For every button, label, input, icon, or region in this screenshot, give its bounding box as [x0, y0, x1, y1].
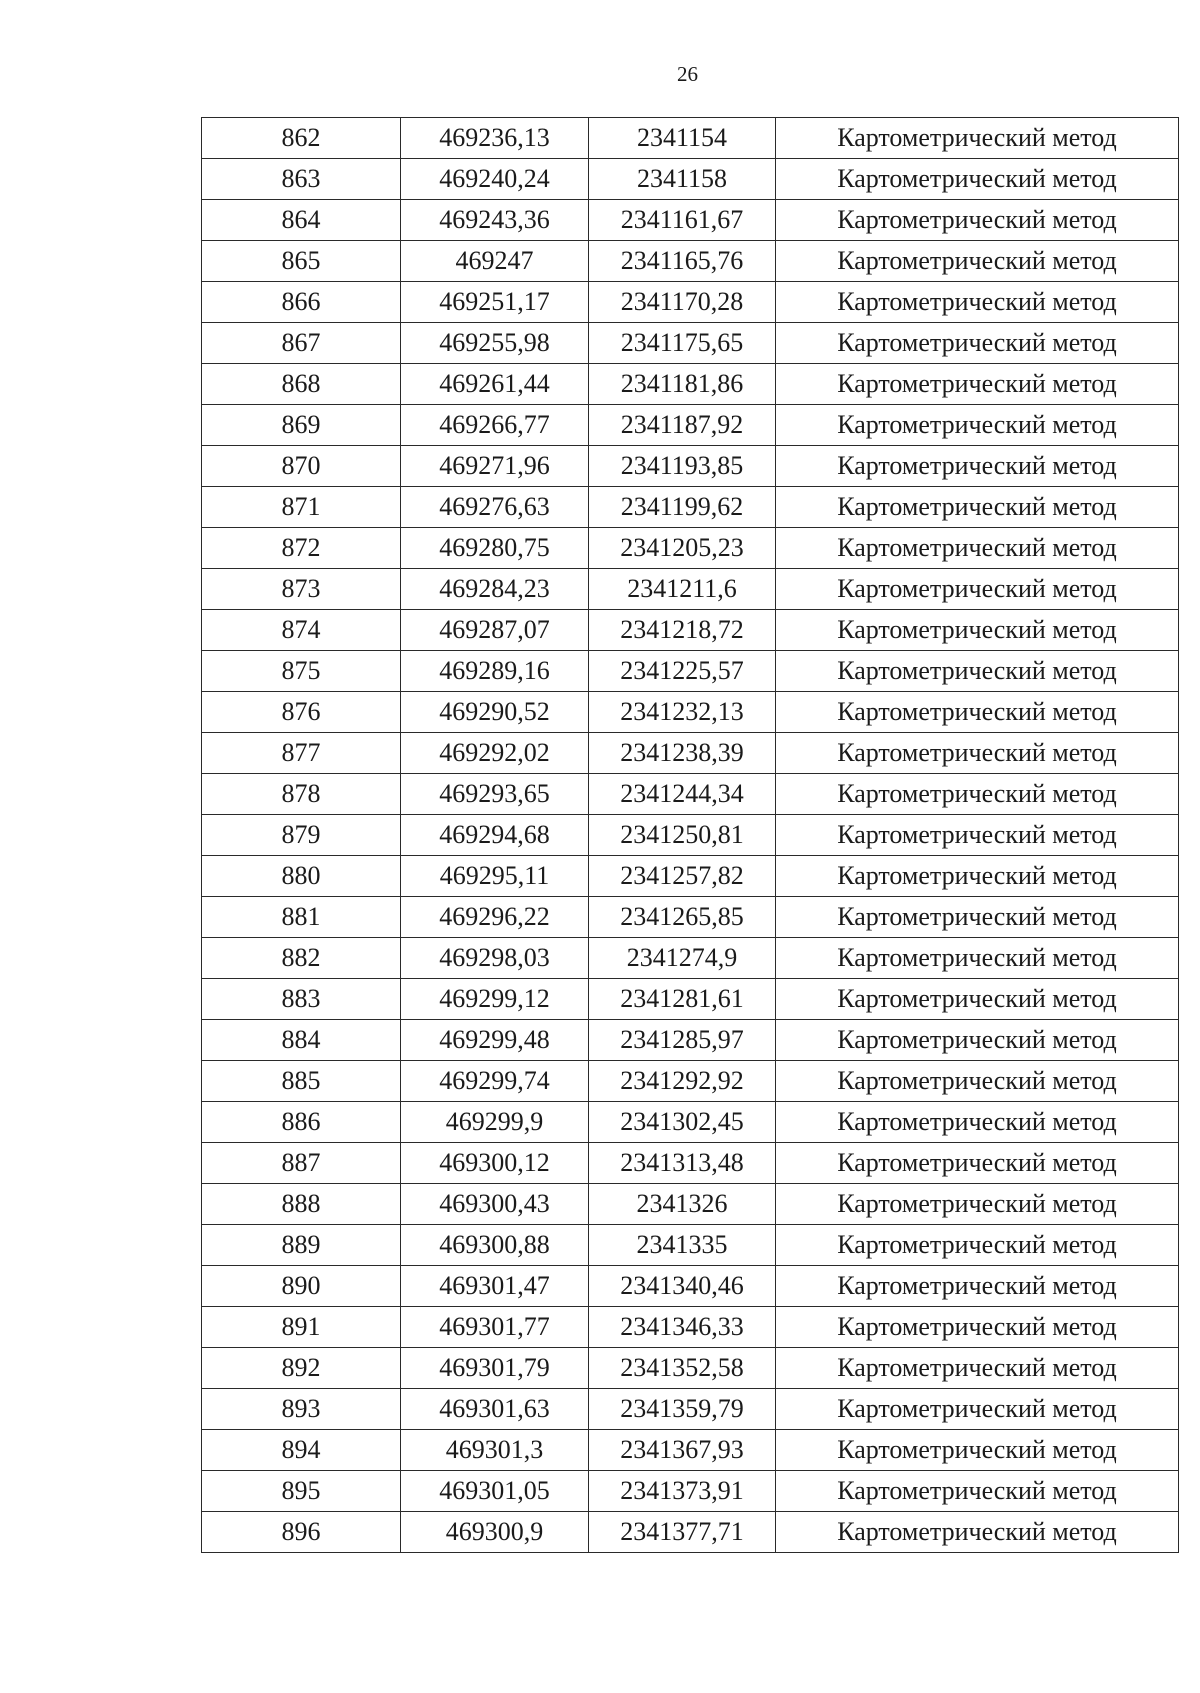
y-coordinate-cell: 2341326	[589, 1184, 776, 1225]
table-row	[202, 1266, 1179, 1307]
y-coordinate-cell: 2341165,76	[589, 241, 776, 282]
y-coordinate-cell: 2341257,82	[589, 856, 776, 897]
point-number-cell: 887	[202, 1143, 401, 1184]
table-row	[202, 1430, 1179, 1471]
point-number-cell: 895	[202, 1471, 401, 1512]
y-coordinate-cell: 2341158	[589, 159, 776, 200]
table-row	[202, 1471, 1179, 1512]
method-cell: Картометрический метод	[776, 1143, 1179, 1184]
method-cell: Картометрический метод	[776, 692, 1179, 733]
point-number-cell: 896	[202, 1512, 401, 1553]
y-coordinate-cell: 2341161,67	[589, 200, 776, 241]
method-cell: Картометрический метод	[776, 1061, 1179, 1102]
y-coordinate-cell: 2341175,65	[589, 323, 776, 364]
x-coordinate-cell: 469243,36	[401, 200, 589, 241]
table-row	[202, 323, 1179, 364]
method-cell: Картометрический метод	[776, 1102, 1179, 1143]
method-cell: Картометрический метод	[776, 1389, 1179, 1430]
method-cell: Картометрический метод	[776, 241, 1179, 282]
point-number-cell: 884	[202, 1020, 401, 1061]
y-coordinate-cell: 2341225,57	[589, 651, 776, 692]
y-coordinate-cell: 2341346,33	[589, 1307, 776, 1348]
point-number-cell: 883	[202, 979, 401, 1020]
x-coordinate-cell: 469300,88	[401, 1225, 589, 1266]
y-coordinate-cell: 2341373,91	[589, 1471, 776, 1512]
table-row	[202, 856, 1179, 897]
point-number-cell: 873	[202, 569, 401, 610]
x-coordinate-cell: 469300,12	[401, 1143, 589, 1184]
method-cell: Картометрический метод	[776, 528, 1179, 569]
y-coordinate-cell: 2341340,46	[589, 1266, 776, 1307]
point-number-cell: 880	[202, 856, 401, 897]
method-cell: Картометрический метод	[776, 282, 1179, 323]
y-coordinate-cell: 2341244,34	[589, 774, 776, 815]
point-number-cell: 863	[202, 159, 401, 200]
table-row	[202, 282, 1179, 323]
point-number-cell: 872	[202, 528, 401, 569]
point-number-cell: 894	[202, 1430, 401, 1471]
x-coordinate-cell: 469299,48	[401, 1020, 589, 1061]
table-row	[202, 118, 1179, 159]
x-coordinate-cell: 469301,05	[401, 1471, 589, 1512]
method-cell: Картометрический метод	[776, 1512, 1179, 1553]
x-coordinate-cell: 469236,13	[401, 118, 589, 159]
table-row	[202, 446, 1179, 487]
method-cell: Картометрический метод	[776, 446, 1179, 487]
x-coordinate-cell: 469300,9	[401, 1512, 589, 1553]
x-coordinate-cell: 469287,07	[401, 610, 589, 651]
table-row	[202, 200, 1179, 241]
x-coordinate-cell: 469298,03	[401, 938, 589, 979]
y-coordinate-cell: 2341285,97	[589, 1020, 776, 1061]
table-row	[202, 651, 1179, 692]
table-row	[202, 1512, 1179, 1553]
point-number-cell: 881	[202, 897, 401, 938]
x-coordinate-cell: 469293,65	[401, 774, 589, 815]
table-row	[202, 364, 1179, 405]
x-coordinate-cell: 469266,77	[401, 405, 589, 446]
x-coordinate-cell: 469240,24	[401, 159, 589, 200]
x-coordinate-cell: 469301,3	[401, 1430, 589, 1471]
x-coordinate-cell: 469296,22	[401, 897, 589, 938]
point-number-cell: 885	[202, 1061, 401, 1102]
method-cell: Картометрический метод	[776, 815, 1179, 856]
point-number-cell: 893	[202, 1389, 401, 1430]
x-coordinate-cell: 469301,79	[401, 1348, 589, 1389]
point-number-cell: 889	[202, 1225, 401, 1266]
x-coordinate-cell: 469292,02	[401, 733, 589, 774]
y-coordinate-cell: 2341302,45	[589, 1102, 776, 1143]
x-coordinate-cell: 469255,98	[401, 323, 589, 364]
x-coordinate-cell: 469294,68	[401, 815, 589, 856]
point-number-cell: 871	[202, 487, 401, 528]
method-cell: Картометрический метод	[776, 1471, 1179, 1512]
point-number-cell: 867	[202, 323, 401, 364]
method-cell: Картометрический метод	[776, 323, 1179, 364]
point-number-cell: 890	[202, 1266, 401, 1307]
method-cell: Картометрический метод	[776, 979, 1179, 1020]
point-number-cell: 866	[202, 282, 401, 323]
method-cell: Картометрический метод	[776, 200, 1179, 241]
y-coordinate-cell: 2341187,92	[589, 405, 776, 446]
y-coordinate-cell: 2341281,61	[589, 979, 776, 1020]
y-coordinate-cell: 2341377,71	[589, 1512, 776, 1553]
x-coordinate-cell: 469300,43	[401, 1184, 589, 1225]
page-number: 26	[677, 62, 698, 86]
x-coordinate-cell: 469247	[401, 241, 589, 282]
x-coordinate-cell: 469276,63	[401, 487, 589, 528]
table-row	[202, 1061, 1179, 1102]
x-coordinate-cell: 469301,77	[401, 1307, 589, 1348]
point-number-cell: 888	[202, 1184, 401, 1225]
y-coordinate-cell: 2341181,86	[589, 364, 776, 405]
method-cell: Картометрический метод	[776, 856, 1179, 897]
table-row	[202, 1184, 1179, 1225]
x-coordinate-cell: 469261,44	[401, 364, 589, 405]
x-coordinate-cell: 469284,23	[401, 569, 589, 610]
method-cell: Картометрический метод	[776, 364, 1179, 405]
table-row	[202, 1348, 1179, 1389]
y-coordinate-cell: 2341359,79	[589, 1389, 776, 1430]
y-coordinate-cell: 2341238,39	[589, 733, 776, 774]
y-coordinate-cell: 2341193,85	[589, 446, 776, 487]
point-number-cell: 869	[202, 405, 401, 446]
method-cell: Картометрический метод	[776, 1348, 1179, 1389]
table-row	[202, 815, 1179, 856]
point-number-cell: 892	[202, 1348, 401, 1389]
method-cell: Картометрический метод	[776, 1430, 1179, 1471]
method-cell: Картометрический метод	[776, 569, 1179, 610]
y-coordinate-cell: 2341154	[589, 118, 776, 159]
table-row	[202, 979, 1179, 1020]
table-row	[202, 1020, 1179, 1061]
x-coordinate-cell: 469289,16	[401, 651, 589, 692]
table-row	[202, 897, 1179, 938]
method-cell: Картометрический метод	[776, 938, 1179, 979]
y-coordinate-cell: 2341218,72	[589, 610, 776, 651]
x-coordinate-cell: 469290,52	[401, 692, 589, 733]
method-cell: Картометрический метод	[776, 1225, 1179, 1266]
table-row	[202, 1389, 1179, 1430]
method-cell: Картометрический метод	[776, 487, 1179, 528]
table-row	[202, 569, 1179, 610]
y-coordinate-cell: 2341352,58	[589, 1348, 776, 1389]
y-coordinate-cell: 2341170,28	[589, 282, 776, 323]
table-row	[202, 1102, 1179, 1143]
y-coordinate-cell: 2341292,92	[589, 1061, 776, 1102]
y-coordinate-cell: 2341367,93	[589, 1430, 776, 1471]
y-coordinate-cell: 2341199,62	[589, 487, 776, 528]
method-cell: Картометрический метод	[776, 733, 1179, 774]
x-coordinate-cell: 469299,12	[401, 979, 589, 1020]
y-coordinate-cell: 2341205,23	[589, 528, 776, 569]
method-cell: Картометрический метод	[776, 1266, 1179, 1307]
point-number-cell: 865	[202, 241, 401, 282]
x-coordinate-cell: 469301,63	[401, 1389, 589, 1430]
point-number-cell: 879	[202, 815, 401, 856]
method-cell: Картометрический метод	[776, 1020, 1179, 1061]
method-cell: Картометрический метод	[776, 118, 1179, 159]
method-cell: Картометрический метод	[776, 897, 1179, 938]
point-number-cell: 864	[202, 200, 401, 241]
coordinates-table	[201, 117, 1179, 1553]
table-row	[202, 1143, 1179, 1184]
y-coordinate-cell: 2341265,85	[589, 897, 776, 938]
table-row	[202, 774, 1179, 815]
point-number-cell: 882	[202, 938, 401, 979]
table-row	[202, 405, 1179, 446]
point-number-cell: 870	[202, 446, 401, 487]
point-number-cell: 886	[202, 1102, 401, 1143]
x-coordinate-cell: 469299,9	[401, 1102, 589, 1143]
x-coordinate-cell: 469299,74	[401, 1061, 589, 1102]
table-row	[202, 159, 1179, 200]
y-coordinate-cell: 2341313,48	[589, 1143, 776, 1184]
table-row	[202, 487, 1179, 528]
table-row	[202, 241, 1179, 282]
table-row	[202, 1225, 1179, 1266]
table-row	[202, 692, 1179, 733]
point-number-cell: 862	[202, 118, 401, 159]
y-coordinate-cell: 2341250,81	[589, 815, 776, 856]
x-coordinate-cell: 469301,47	[401, 1266, 589, 1307]
point-number-cell: 875	[202, 651, 401, 692]
x-coordinate-cell: 469271,96	[401, 446, 589, 487]
table-row	[202, 1307, 1179, 1348]
y-coordinate-cell: 2341274,9	[589, 938, 776, 979]
point-number-cell: 874	[202, 610, 401, 651]
table-row	[202, 528, 1179, 569]
y-coordinate-cell: 2341335	[589, 1225, 776, 1266]
coordinates-table-body	[202, 118, 1179, 1553]
method-cell: Картометрический метод	[776, 405, 1179, 446]
y-coordinate-cell: 2341232,13	[589, 692, 776, 733]
table-row	[202, 938, 1179, 979]
method-cell: Картометрический метод	[776, 1307, 1179, 1348]
x-coordinate-cell: 469295,11	[401, 856, 589, 897]
method-cell: Картометрический метод	[776, 774, 1179, 815]
point-number-cell: 878	[202, 774, 401, 815]
y-coordinate-cell: 2341211,6	[589, 569, 776, 610]
table-row	[202, 610, 1179, 651]
point-number-cell: 891	[202, 1307, 401, 1348]
x-coordinate-cell: 469251,17	[401, 282, 589, 323]
method-cell: Картометрический метод	[776, 1184, 1179, 1225]
method-cell: Картометрический метод	[776, 610, 1179, 651]
method-cell: Картометрический метод	[776, 159, 1179, 200]
point-number-cell: 876	[202, 692, 401, 733]
point-number-cell: 868	[202, 364, 401, 405]
table-row	[202, 733, 1179, 774]
method-cell: Картометрический метод	[776, 651, 1179, 692]
x-coordinate-cell: 469280,75	[401, 528, 589, 569]
point-number-cell: 877	[202, 733, 401, 774]
